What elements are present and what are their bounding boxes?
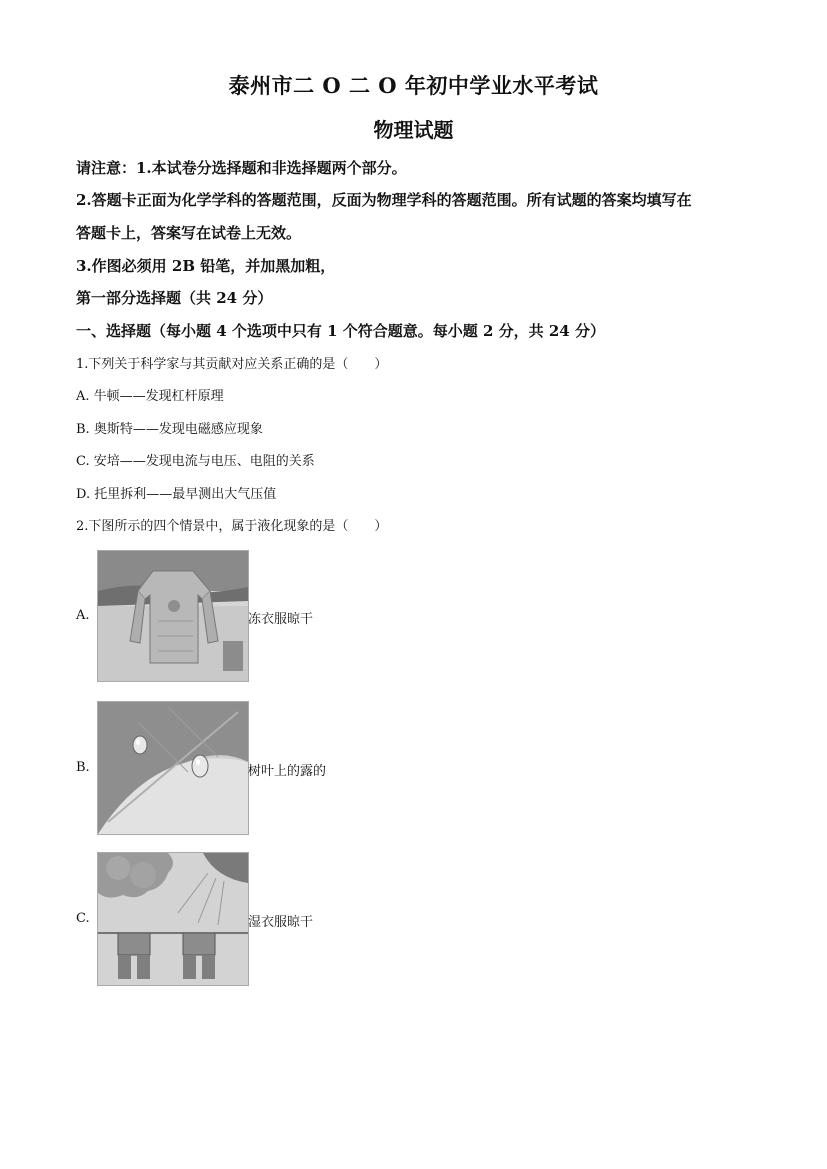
question-1-option-d: D. 托里拆利——最早测出大气压值 xyxy=(76,487,277,502)
wet-clothes-drying-photo xyxy=(97,852,249,986)
note-line-2: 2.答题卡正面为化学学科的答题范围，反面为物理学科的答题范围。所有试题的答案均填写在 xyxy=(76,191,692,209)
question-2-option-c-caption: 湿衣服晾干 xyxy=(248,915,314,930)
question-1-option-c: C. 安培——发现电流与电压、电阻的关系 xyxy=(76,454,315,469)
section1-title: 一、选择题（每小题 4 个选项中只有 1 个符合题意。每小题 2 分，共 24 分） xyxy=(76,322,605,340)
page-title: 泰州市二 O 二 O 年初中学业水平考试 xyxy=(228,73,599,98)
frozen-clothes-photo xyxy=(97,550,249,682)
part1-title: 第一部分选择题（共 24 分） xyxy=(76,289,273,307)
question-2-option-c-letter: C. xyxy=(76,911,90,926)
question-2-option-a-letter: A. xyxy=(76,608,90,623)
question-2-option-a-caption: 冻衣服晾干 xyxy=(248,612,314,627)
dew-on-leaf-photo xyxy=(97,701,249,835)
question-1-option-b: B. 奥斯特——发现电磁感应现象 xyxy=(76,422,263,437)
question-2-option-b-letter: B. xyxy=(76,760,90,775)
question-2-option-b-caption: 树叶上的露的 xyxy=(248,764,327,779)
question-2-stem: 2.下图所示的四个情景中，属于液化现象的是（ ） xyxy=(76,519,388,534)
page-subtitle: 物理试题 xyxy=(373,118,454,142)
note-line-1: 请注意：1.本试卷分选择题和非选择题两个部分。 xyxy=(76,159,407,177)
question-1-option-a: A. 牛顿——发现杠杆原理 xyxy=(76,389,224,404)
question-1-stem: 1.下列关于科学家与其贡献对应关系正确的是（ ） xyxy=(76,357,388,372)
note-line-4: 3.作图必须用 2B 铅笔，并加黑加粗， xyxy=(76,257,336,275)
note-line-3: 答题卡上，答案写在试卷上无效。 xyxy=(76,224,302,242)
